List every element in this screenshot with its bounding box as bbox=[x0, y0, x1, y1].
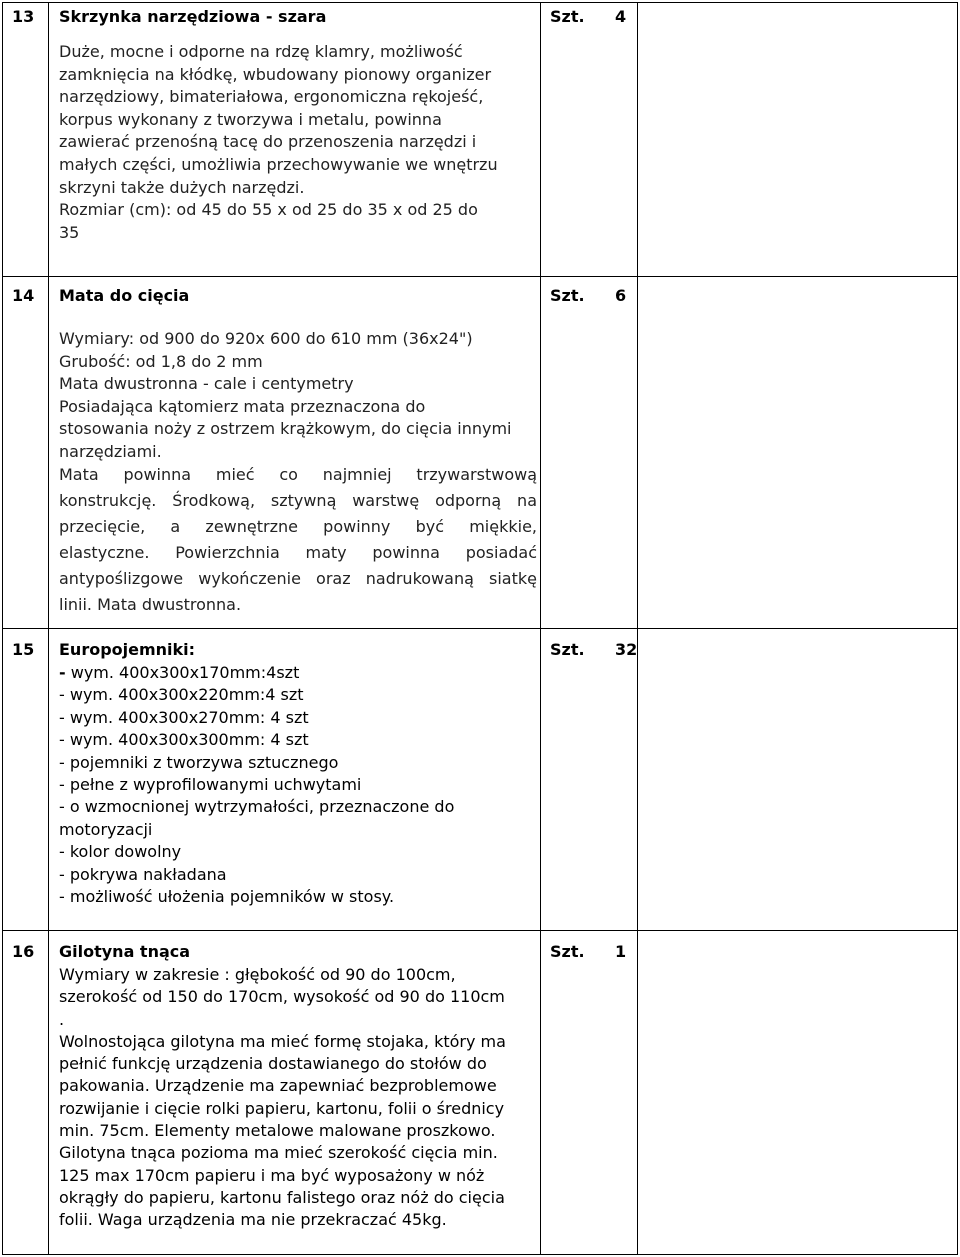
table-row bbox=[2, 930, 958, 1254]
item-quantity: 4 bbox=[615, 7, 627, 26]
item-unit: Szt. bbox=[550, 7, 585, 26]
description-line: Wymiary w zakresie : głębokość od 90 do 100cm, bbox=[59, 965, 456, 984]
list-text: wym. 400x300x170mm:4szt bbox=[65, 663, 300, 682]
item-number: 13 bbox=[12, 7, 35, 26]
description-line: Wymiary: od 900 do 920x 600 do 610 mm (36x24") bbox=[59, 329, 473, 348]
items-table bbox=[2, 2, 958, 1255]
description-line: - wym. 400x300x220mm:4 szt bbox=[59, 685, 304, 705]
description-line: Wolnostojąca gilotyna ma mieć formę stojaka, który ma bbox=[59, 1031, 506, 1051]
description-line: konstrukcję. Środkową, sztywną warstwę odporną na bbox=[59, 491, 537, 510]
description-line: Grubość: od 1,8 do 2 mm bbox=[59, 351, 263, 371]
description-line: rozwijanie i cięcie rolki papieru, kartonu, folii o średnicy bbox=[59, 1098, 505, 1118]
list-dash: - bbox=[59, 663, 66, 682]
item-description-justified bbox=[59, 462, 537, 618]
description-line: min. 75cm. Elementy metalowe malowane proszkowo. bbox=[59, 1121, 496, 1141]
description-line: . bbox=[59, 1009, 65, 1029]
item-description bbox=[59, 964, 537, 1232]
description-line: - kolor dowolny bbox=[59, 842, 182, 862]
description-line: - wym. 400x300x270mm: 4 szt bbox=[59, 707, 309, 727]
table-row bbox=[2, 276, 958, 628]
description-line bbox=[59, 662, 537, 684]
description-line: Mata dwustronna - cale i centymetry bbox=[59, 374, 354, 394]
description-line: zamknięcia na kłódkę, wbudowany pionowy organizer bbox=[59, 64, 492, 84]
item-unit: Szt. bbox=[550, 286, 585, 305]
item-title: Europojemniki: bbox=[59, 640, 196, 659]
description-line: narzędziowy, bimateriałowa, ergonomiczna rękojeść, bbox=[59, 87, 484, 107]
table-row bbox=[2, 628, 958, 930]
description-line: - pełne z wyprofilowanymi uchwytami bbox=[59, 775, 362, 795]
item-title: Mata do cięcia bbox=[59, 286, 190, 305]
description-line: Duże, mocne i odporne na rdzę klamry, możliwość bbox=[59, 42, 463, 61]
description-line: małych części, umożliwia przechowywanie we wnętrzu bbox=[59, 154, 498, 174]
item-description bbox=[59, 328, 537, 464]
description-line: korpus wykonany z tworzywa i metalu, powinna bbox=[59, 109, 442, 129]
table-row bbox=[2, 2, 958, 276]
description-line: antypoślizgowe wykończenie oraz nadrukowaną siatkę bbox=[59, 569, 537, 588]
description-line: zawierać przenośną tacę do przenoszenia narzędzi i bbox=[59, 132, 477, 152]
description-line: Rozmiar (cm): od 45 do 55 x od 25 do 35 x od 25 do bbox=[59, 200, 478, 220]
description-line: - o wzmocnionej wytrzymałości, przeznaczone do bbox=[59, 797, 455, 817]
description-line: pełnić funkcję urządzenia dostawianego do stołów do bbox=[59, 1054, 487, 1074]
item-title: Skrzynka narzędziowa - szara bbox=[59, 7, 327, 26]
description-line: - pokrywa nakładana bbox=[59, 864, 227, 884]
description-line: elastyczne. Powierzchnia maty powinna posiadać bbox=[59, 543, 537, 562]
item-description bbox=[59, 662, 537, 908]
description-line: Mata powinna mieć co najmniej trzywarstwową bbox=[59, 465, 537, 484]
table-border-bottom bbox=[2, 1254, 958, 1255]
item-unit: Szt. bbox=[550, 942, 585, 961]
description-line: stosowania noży z ostrzem krążkowym, do cięcia innymi bbox=[59, 419, 512, 439]
item-description bbox=[59, 41, 537, 244]
description-line: przecięcie, a zewnętrzne powinny być miękkie, bbox=[59, 517, 537, 536]
description-line: Posiadająca kątomierz mata przeznaczona do bbox=[59, 396, 426, 416]
item-quantity: 1 bbox=[615, 942, 627, 961]
item-quantity: 6 bbox=[615, 286, 627, 305]
item-title: Gilotyna tnąca bbox=[59, 942, 191, 961]
description-line: motoryzacji bbox=[59, 819, 153, 839]
item-unit: Szt. bbox=[550, 640, 585, 659]
description-line: - możliwość ułożenia pojemników w stosy. bbox=[59, 887, 395, 907]
item-number: 16 bbox=[12, 942, 35, 961]
description-line: - pojemniki z tworzywa sztucznego bbox=[59, 752, 339, 772]
description-line: szerokość od 150 do 170cm, wysokość od 90 do 110cm bbox=[59, 987, 505, 1007]
item-number: 15 bbox=[12, 640, 35, 659]
description-line: 35 bbox=[59, 222, 80, 242]
description-line: folii. Waga urządzenia ma nie przekraczać 45kg. bbox=[59, 1210, 447, 1230]
description-line: linii. Mata dwustronna. bbox=[59, 595, 242, 614]
item-quantity: 32 bbox=[615, 640, 638, 659]
description-line: - wym. 400x300x300mm: 4 szt bbox=[59, 730, 309, 750]
item-number: 14 bbox=[12, 286, 35, 305]
description-line: 125 max 170cm papieru i ma być wyposażony w nóż bbox=[59, 1165, 485, 1185]
description-line: narzędziami. bbox=[59, 441, 162, 461]
description-line: Gilotyna tnąca pozioma ma mieć szerokość cięcia min. bbox=[59, 1143, 498, 1163]
description-line: pakowania. Urządzenie ma zapewniać bezproblemowe bbox=[59, 1076, 497, 1096]
description-line: skrzyni także dużych narzędzi. bbox=[59, 177, 305, 197]
description-line: okrągły do papieru, kartonu falistego oraz nóż do cięcia bbox=[59, 1187, 505, 1207]
